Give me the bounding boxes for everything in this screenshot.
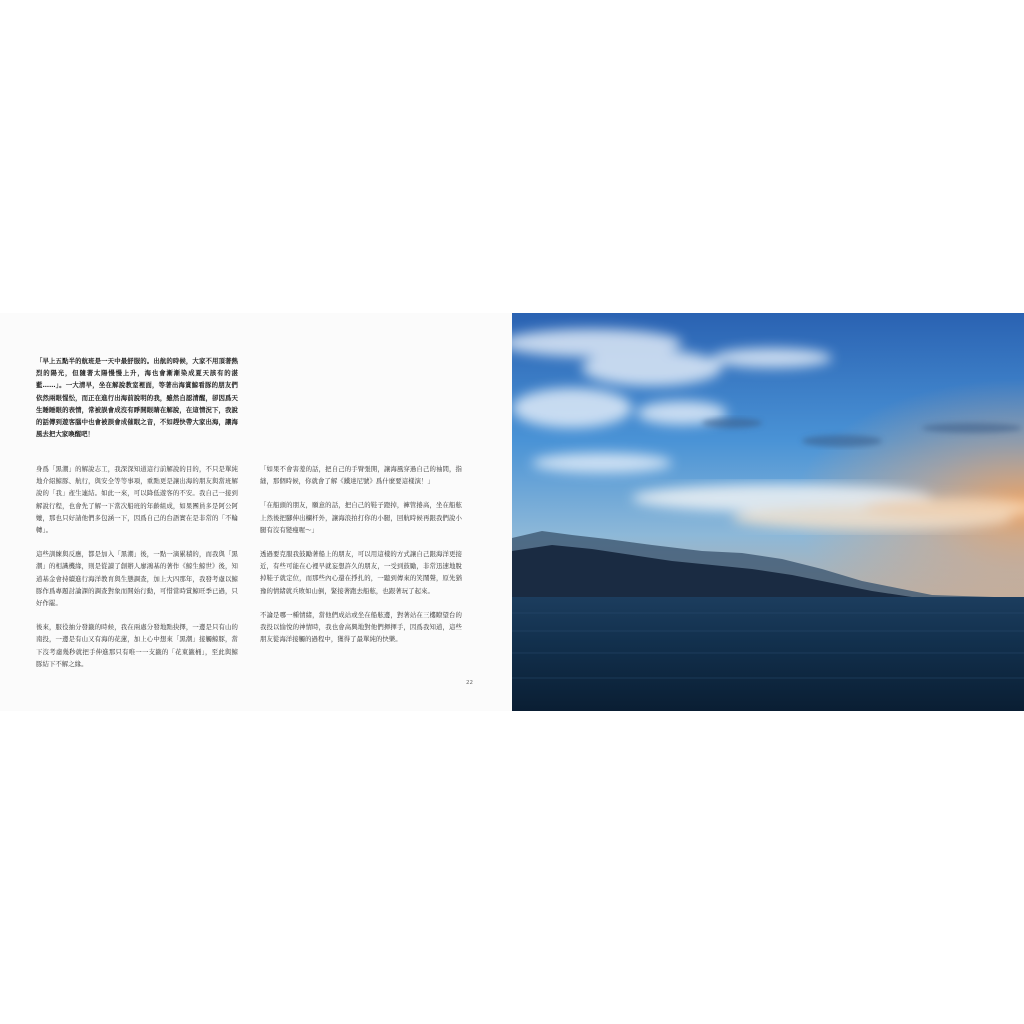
right-column xyxy=(260,463,462,657)
intro-quote: 「早上五點半的航班是一天中最舒服的。出航的時候，大家不用頂著熱烈的陽光，但隨著太陽慢慢上升，海也會漸漸染成夏天該有的湛藍……」。一大清早，坐在解說教室裡面，等著出海賞鯨看豚的朋友們依然兩眼惺忪，而正在進行出海前說明的我，雖然自認清醒，卻因爲天生睡睡眼的表情，常被誤會成沒有睜開眼睛在解說，在這情況下，我說的話傳到遊客腦中也會被誤會成催眠之音，不如趕快帶大家出海，讓海風去把大家喚醒吧！ xyxy=(36,357,238,439)
sea-photo xyxy=(512,313,1024,711)
book-spread xyxy=(0,313,1024,711)
right-paragraph-4: 不論是哪一種情緒，當他們成站或坐在船舷邊，對著站在三樓瞭望台的我投以愉悅的神情時，我也會高興地對他們揮揮手，因爲我知道，這些朋友從海洋接觸的過程中，獲得了最單純的快樂。 xyxy=(260,610,462,644)
right-paragraph-1: 「如果不會害羞的話，把自己的手臂張開，讓海風穿過自己的袖間，指縫，那個時候，你就會了解《鐵達尼號》爲什麼要這樣演！」 xyxy=(260,465,462,486)
right-paragraph-2: 「在船頭的朋友，願意的話，把自己的鞋子蹬掉，褲管捲高，坐在船舷上然後把腳伸出欄杆外，讓海浪拍打你的小腿，回航時候再跟我們說小腿有沒有變瘦喔～」 xyxy=(260,501,462,534)
left-paragraph-2: 這些訓練與反應，都是加入「黑潮」後，一點一滴累積的，而我與「黑潮」的相識機緣，則是從讀了創辦人廖鴻基的著作《鯨生鯨世》後，知道基金會持續進行海洋教育與生態調查，加上大四那年，我發考慮以鯨豚作爲專題討論課的調查對象而開始行動，可惜當時賞鯨旺季已過，只好作罷。 xyxy=(36,550,238,608)
left-paragraph-3: 後來，服役抽分發籤的時候，我在兩處分發地點抉擇，一邊是只有山的南投，一邊是有山又有海的花蓮，加上心中想來「黑潮」接觸鯨豚，當下沒考慮幾秒就把手伸進那只有唯一一支籤的「花東籤桶」，至此與鯨豚結下不解之緣。 xyxy=(36,623,238,668)
right-paragraph-3: 透過要克服我鼓勵著船上的朋友，可以用這樣的方式讓自己跟海洋更接近，有些可能在心裡早就妄想許久的朋友，一受到鼓勵，非常迅速地脫掉鞋子就定位，而那些內心還在掙扎的，一聽到傳來的笑鬧聲，原先猶豫的情緒就兵敗如山倒，緊接著跑去船舷，也跟著玩了起來。 xyxy=(260,550,462,595)
page-number: 22 xyxy=(466,680,473,686)
left-paragraph-1: 身爲「黑潮」的解說志工，我深深知道這行前解說的目的，不只是單純地介紹鯨豚、航行，與安全等等事項，重點更是讓出海的朋友與當班解說的「我」產生連結。如此一來，可以降低遊客的不安。我自己一接到解說行程，也會先了解一下當次船班的年齡組成，如果團員多是阿公阿嬤，那也只好請他們多包涵一下，因爲自己的台語實在是非常的「不輪轉」。 xyxy=(36,465,238,535)
left-column xyxy=(36,463,238,682)
text-page xyxy=(0,313,512,711)
